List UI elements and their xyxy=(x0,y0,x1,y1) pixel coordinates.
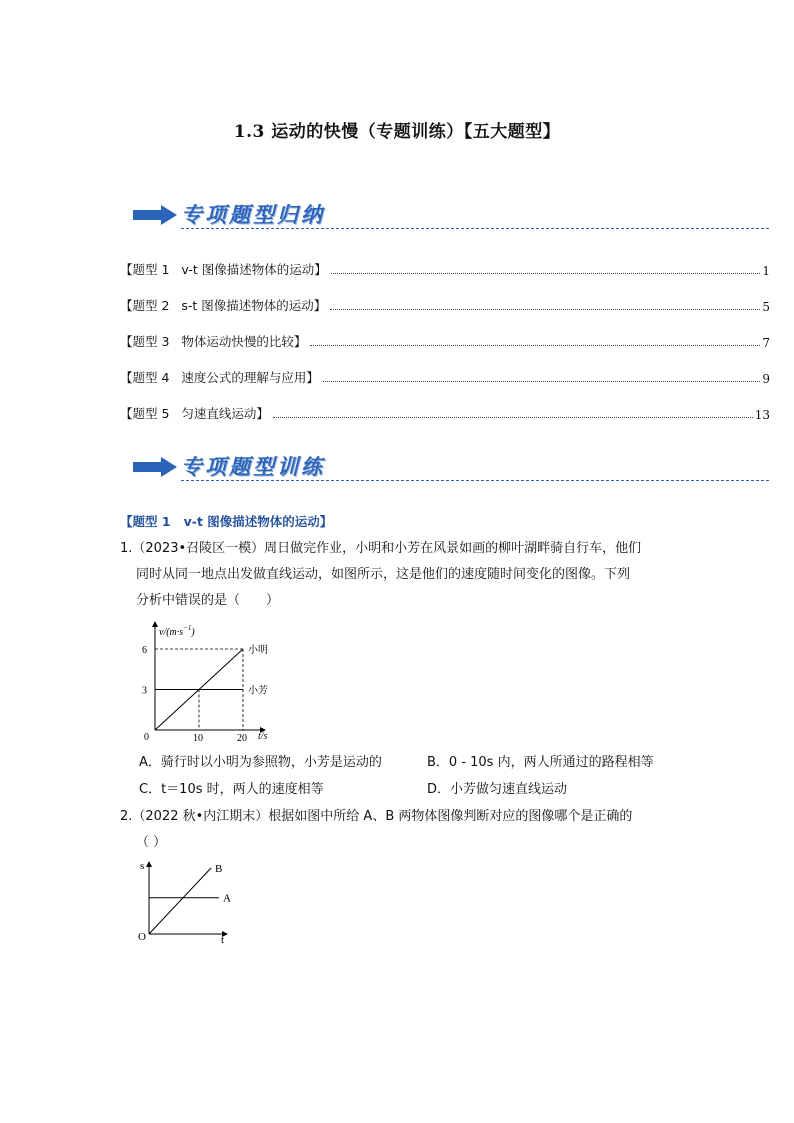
option-a[interactable]: A．骑行时以小明为参照物，小芳是运动的 xyxy=(139,755,382,770)
y-axis-label: s xyxy=(140,860,145,872)
option-d[interactable]: D．小芳做匀速直线运动 xyxy=(427,782,568,797)
toc-leader xyxy=(310,345,760,346)
toc-label: 【题型 2 s-t 图像描述物体的运动】 xyxy=(120,298,327,313)
toc-item-5[interactable] xyxy=(120,404,770,422)
question-1-line: 分析中错误的是（ ） xyxy=(136,593,280,608)
banner-divider xyxy=(181,480,769,481)
toc-label: 【题型 1 v-t 图像描述物体的运动】 xyxy=(120,262,327,277)
x-tick-label: 10 xyxy=(193,733,203,744)
y-tick-label: 3 xyxy=(142,685,147,697)
question-1-line: 同时从同一地点出发做直线运动，如图所示，这是他们的速度随时间变化的图像。下列 xyxy=(136,567,631,582)
section-banner-training xyxy=(133,451,769,487)
right-arrow-icon xyxy=(133,205,177,225)
st-chart xyxy=(135,856,245,948)
option-c[interactable]: C．t＝10s 时，两人的速度相等 xyxy=(139,782,324,797)
toc-leader xyxy=(273,417,753,418)
series-label: 小芳 xyxy=(248,685,268,697)
vt-chart xyxy=(140,618,290,748)
toc-leader xyxy=(331,273,761,274)
question-2-stem xyxy=(120,804,700,856)
banner-title: 专项题型归纳 xyxy=(181,203,325,227)
series-label: 小明 xyxy=(248,645,268,656)
toc-item-4[interactable] xyxy=(120,368,770,386)
section-heading: 【题型 1 v-t 图像描述物体的运动】 xyxy=(120,514,333,529)
toc-page: 5 xyxy=(762,300,770,314)
toc-leader xyxy=(330,309,760,310)
banner-divider xyxy=(181,228,769,229)
series-label: B xyxy=(215,863,223,875)
right-arrow-icon xyxy=(133,457,177,477)
toc-label: 【题型 3 物体运动快慢的比较】 xyxy=(120,334,307,349)
x-tick-label: 20 xyxy=(237,733,247,744)
toc-leader xyxy=(323,381,761,382)
x-axis-label: t/s xyxy=(258,731,268,742)
toc-page: 7 xyxy=(762,336,770,350)
section-banner-summary xyxy=(133,199,769,235)
series-label: A xyxy=(223,892,231,905)
question-1-line: 1.（2023•召陵区一模）周日做完作业，小明和小芳在风景如画的柳叶湖畔骑自行车，他们 xyxy=(120,541,642,556)
x-axis-label: t xyxy=(221,934,225,946)
origin-label: O xyxy=(138,931,146,943)
toc-page: 9 xyxy=(762,372,770,386)
y-axis-label: $v/(m\cdot s^{-1})$ xyxy=(159,624,195,638)
question-1-stem xyxy=(120,536,680,614)
question-2-line: 2.（2022 秋•内江期末）根据如图中所给 A、B 两物体图像判断对应的图像哪个是正确的 xyxy=(120,809,633,824)
toc-item-2[interactable] xyxy=(120,296,770,314)
option-b[interactable]: B．0 - 10s 内，两人所通过的路程相等 xyxy=(427,755,654,770)
page-title: 1.3 运动的快慢（专题训练）【五大题型】 xyxy=(233,122,561,142)
toc-label: 【题型 4 速度公式的理解与应用】 xyxy=(120,370,319,385)
series-line-1 xyxy=(149,868,211,934)
origin-label: 0 xyxy=(144,732,149,743)
toc-item-3[interactable] xyxy=(120,332,770,350)
toc-page: 1 xyxy=(762,264,770,278)
toc-label: 【题型 5 匀速直线运动】 xyxy=(120,406,269,421)
toc-item-1[interactable] xyxy=(120,260,770,278)
y-tick-label: 6 xyxy=(142,645,147,656)
banner-title: 专项题型训练 xyxy=(181,455,325,479)
question-2-line: （ ） xyxy=(136,835,167,850)
toc-page: 13 xyxy=(754,408,770,422)
